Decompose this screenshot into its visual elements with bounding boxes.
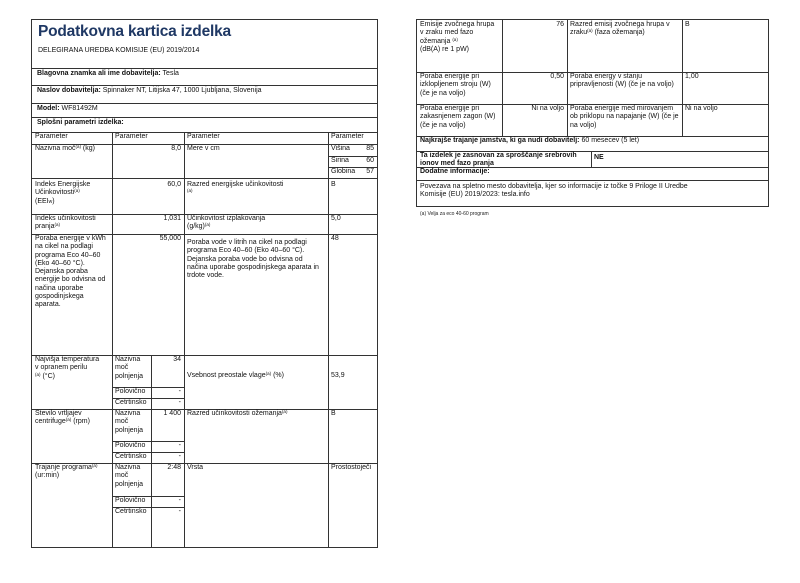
spin-nominal-value: 1 400 [163, 410, 181, 417]
water-consumption-text: Poraba vode v litrih na cikel na podlagi programa Eco 40–60 (Eko 40–60 °C). Dejanska poraba vode bo odvisna od načina uporabe gospodinjskega aparata in trdote vode. [187, 239, 319, 279]
max-temp-nominal-value: 34 [173, 356, 181, 363]
eei-value: 60,0 [167, 181, 181, 188]
spin-half-label: Polovično [115, 442, 146, 449]
depth-value: 57 [366, 168, 374, 175]
height-value: 85 [366, 145, 374, 152]
max-temp-nominal-label: Nazivna moč polnjenja [115, 356, 144, 380]
nominal-capacity-label: Nazivna moč$^{(a)}$ (kg) [35, 144, 95, 152]
noise-emission-label: Emisije zvočnega hrupa v zraku med fazo ožemanja $^{(a)}$ (dB(A) re 1 pW) [420, 21, 495, 53]
spin-quarter-label: Četrtinsko [115, 453, 147, 460]
residual-moisture-value: 53,9 [331, 372, 345, 379]
additional-info-label: Dodatne informacije: [420, 168, 490, 175]
address-label: Naslov dobavitelja: [37, 87, 101, 94]
header-parameter-1: Parameter [35, 133, 68, 140]
width-value: 60 [366, 157, 374, 164]
product-card-left [31, 19, 378, 548]
off-mode-label: Poraba energije pri izklopljenem stroju (W) (če je na voljo) [420, 73, 491, 97]
height-label: Višina [331, 145, 350, 152]
energy-consumption-value: 55,000 [159, 235, 181, 242]
width-label: Širina [331, 157, 349, 164]
model-row [32, 103, 377, 117]
general-params-label: Splošni parametri izdelka: [37, 119, 124, 126]
duration-quarter-value: - [178, 508, 181, 515]
duration-half-value: - [178, 497, 181, 504]
spin-quarter-value: - [178, 453, 181, 460]
networked-standby-value: Ni na voljo [685, 105, 718, 112]
washing-efficiency-label: Indeks učinkovitosti pranja$^{(a)}$ [35, 215, 96, 231]
max-temp-half-value: - [178, 388, 181, 395]
standby-label: Poraba energy v stanju pripravljenosti (W) (če je na voljo) [570, 73, 674, 89]
address-row [32, 85, 377, 103]
type-label: Vrsta [187, 464, 204, 471]
duration-quarter-label: Četrtinsko [115, 508, 147, 515]
trademark-row [32, 68, 377, 85]
trademark-value: Tesla [162, 70, 179, 77]
spin-class-value: B [331, 410, 336, 417]
trademark-label: Blagovna znamka ali ime dobavitelja: [37, 70, 161, 77]
header-parameter-3: Parameter [187, 133, 220, 140]
energy-class-value: B [331, 181, 336, 188]
residual-moisture-label: Vsebnost preostale vlage$^{(a)}$ (%) [187, 371, 284, 379]
duration-nominal-label: Nazivna moč polnjenja [115, 464, 144, 488]
max-temp-quarter-label: Četrtinsko [115, 399, 147, 406]
max-temp-half-label: Polovično [115, 388, 146, 395]
energy-consumption-text: Poraba energije v kWh na cikel na podlagi programa Eco 40–60 (Eko 40–60 °C). Dejanska poraba energije bo odvisna od načina uporabe gospodinjskega aparata. [35, 235, 106, 308]
dimensions-label: Mere v cm [187, 145, 220, 152]
model-label: Model: [37, 105, 60, 112]
rinsing-effectiveness-label: Učinkovitost izplakovanja $(g/kg)^{(a)}$ [187, 215, 266, 231]
noise-class-label: Razred emisij zvočnega hrupa v zraku$^{(a)}$ (faza ožemanja) [570, 21, 670, 37]
spin-nominal-label: Nazivna moč polnjenja [115, 410, 144, 434]
footnote: (a) Velja za eco 40-60 program [420, 211, 489, 217]
header-parameter-2: Parameter [115, 133, 148, 140]
off-mode-value: 0,50 [550, 73, 564, 80]
energy-class-label: Razred energijske učinkovitosti $^{(a)}$ [187, 181, 284, 194]
rinsing-effectiveness-value: 5,0 [331, 215, 341, 222]
noise-class-value: B [685, 21, 690, 28]
duration-half-label: Polovično [115, 497, 146, 504]
nominal-capacity-value: 8,0 [171, 145, 181, 152]
spin-class-label: Razred učinkovitosti ožemanja$^{(a)}$ [187, 409, 288, 417]
silver-ions-value: NE [594, 154, 604, 161]
standby-value: 1,00 [685, 73, 699, 80]
max-temperature-label: Najvišja temperatura v opranem perilu $^{(a)}$ (°C) [35, 356, 100, 380]
header-parameter-4: Parameter [331, 133, 364, 140]
max-temp-quarter-value: - [178, 399, 181, 406]
type-value: Prostostoječi [331, 464, 372, 471]
networked-standby-label: Poraba energije med mirovanjem ob priklopu na napajanje (W) (če je na voljo) [570, 105, 679, 129]
delay-start-label: Poraba energije pri zakasnjenem zagon (W) (če je na voljo) [420, 105, 496, 129]
warranty-row: Najkrajše trajanje jamstva, ki ga nudi dobavitelj: 60 mesecev (5 let) [420, 137, 640, 144]
address-value: Spinnaker NT, Litijska 47, 1000 Ljubljana, Slovenija [102, 87, 262, 94]
product-card-right [416, 19, 769, 207]
washing-efficiency-value: 1,031 [163, 215, 181, 222]
programme-duration-label: Trajanje programa$^{(a)}$ (ur:min) [35, 463, 98, 480]
general-params-row [32, 117, 377, 132]
model-value: WF81492M [61, 105, 98, 112]
regulation-text: DELEGIRANA UREDBA KOMISIJE (EU) 2019/2014 [38, 47, 200, 54]
delay-start-value: Ni na voljo [531, 105, 564, 112]
water-consumption-value: 48 [331, 235, 339, 242]
noise-emission-value: 76 [556, 21, 564, 28]
page-title: Podatkovna kartica izdelka [38, 23, 231, 40]
silver-ions-label: Ta izdelek je zasnovan za sproščanje srebrovih ionov med fazo pranja [420, 152, 577, 168]
spin-half-value: - [178, 442, 181, 449]
eei-label: Indeks Energijske Učinkovitosti$^{(a)}$ (EEIw) [35, 181, 91, 205]
additional-info-text: Povezava na spletno mesto dobavitelja, kjer so informacije iz točke 9 Priloge II Uredbe Komisije (EU) 2019/2023: tesla.info [420, 183, 688, 199]
spin-speed-label: Število vrtljajev centrifuge$^{(a)}$ (rpm) [35, 410, 90, 426]
duration-nominal-value: 2:48 [167, 464, 181, 471]
depth-label: Globina [331, 168, 356, 175]
